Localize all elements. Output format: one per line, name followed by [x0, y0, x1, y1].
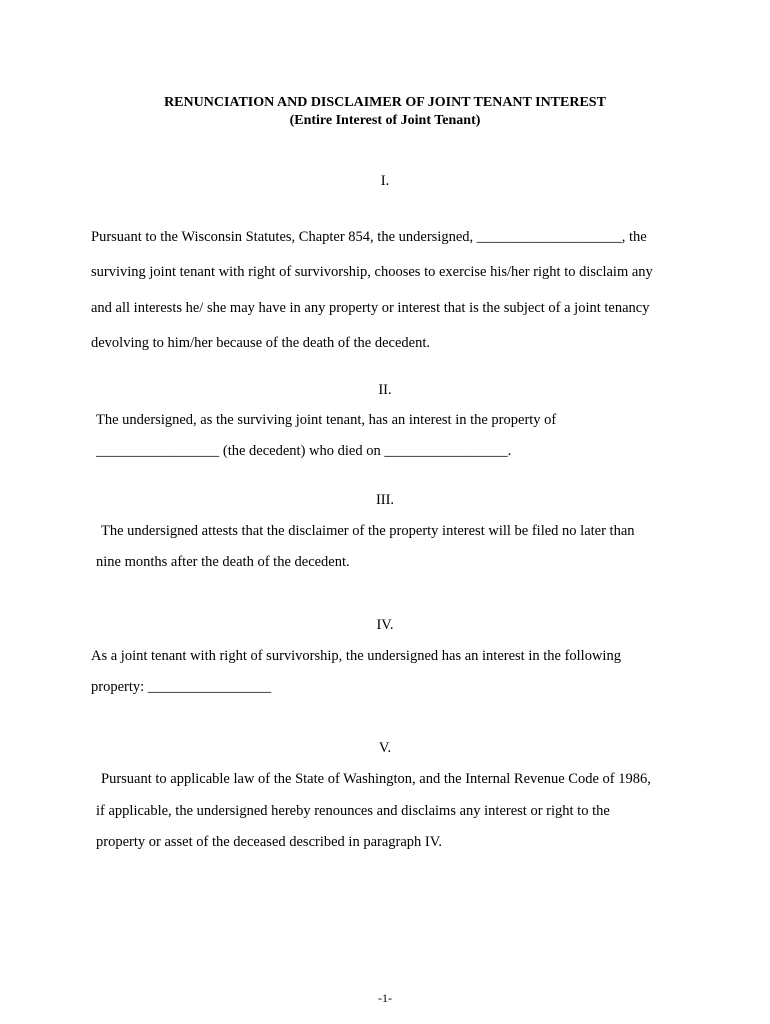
section-heading-2: II. — [378, 382, 392, 398]
section-4-line-1: As a joint tenant with right of survivorship, the undersigned has an interest in the following — [91, 648, 621, 664]
section-heading-4: IV. — [376, 617, 394, 633]
section-1-line-3: and all interests he/ she may have in any property or interest that is the subject of a joint tenancy — [91, 300, 650, 316]
section-5-line-2: if applicable, the undersigned hereby renounces and disclaims any interest or right to the — [96, 803, 610, 819]
section-5-line-1: Pursuant to applicable law of the State of Washington, and the Internal Revenue Code of 1986, — [101, 771, 651, 787]
section-3-line-1: The undersigned attests that the disclaimer of the property interest will be filed no later than — [101, 523, 635, 539]
section-5-line-3: property or asset of the deceased described in paragraph IV. — [96, 834, 442, 850]
document-title: RENUNCIATION AND DISCLAIMER OF JOINT TENANT INTEREST — [164, 95, 606, 110]
section-2-line-1: The undersigned, as the surviving joint tenant, has an interest in the property of — [96, 412, 557, 428]
section-1-line-2: surviving joint tenant with right of survivorship, chooses to exercise his/her right to disclaim any — [91, 264, 653, 280]
section-1-line-4: devolving to him/her because of the death of the decedent. — [91, 335, 431, 351]
document-subtitle: (Entire Interest of Joint Tenant) — [289, 113, 481, 128]
section-2-line-2: _________________ (the decedent) who died on _________________. — [96, 443, 512, 459]
section-heading-1: I. — [380, 173, 390, 189]
section-heading-3: III. — [375, 492, 395, 508]
section-heading-5: V. — [378, 740, 392, 756]
page-number: -1- — [378, 991, 392, 1005]
section-3-line-2: nine months after the death of the decedent. — [96, 554, 350, 570]
section-4-line-2: property: _________________ — [91, 679, 272, 695]
section-1-line-1: Pursuant to the Wisconsin Statutes, Chapter 854, the undersigned, ____________________, the — [91, 229, 647, 245]
